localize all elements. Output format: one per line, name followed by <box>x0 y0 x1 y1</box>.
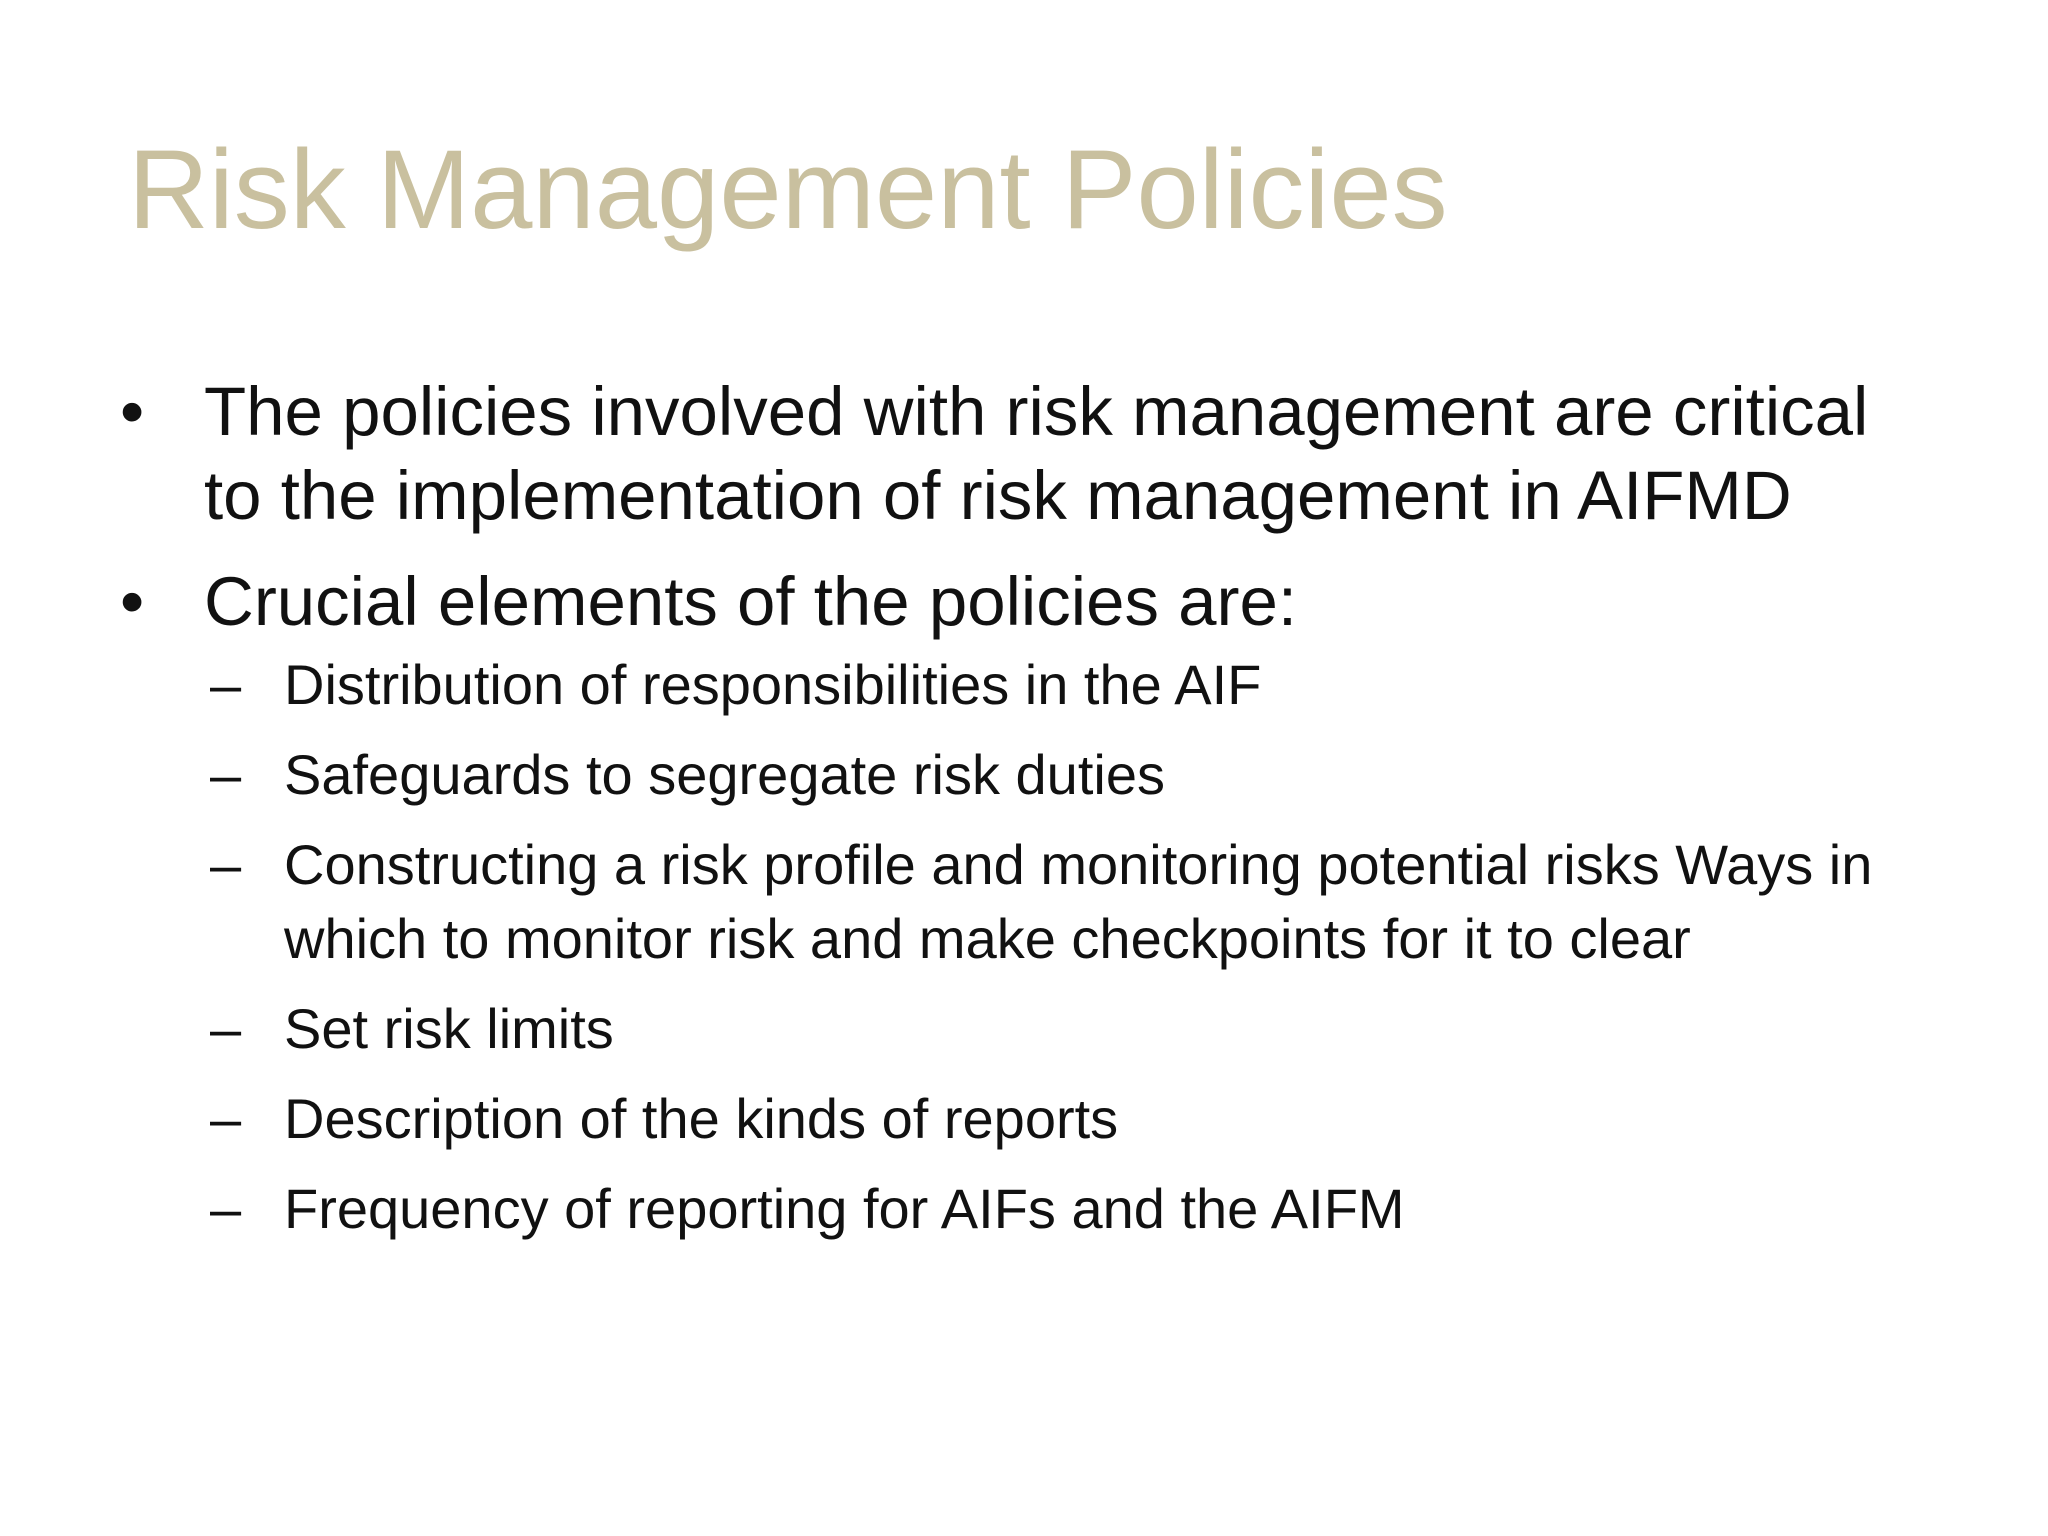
bullet-item-1 <box>120 370 1940 538</box>
sub-bullet-text: Frequency of reporting for AIFs and the AIFM <box>284 1177 1405 1240</box>
bullet-text: Crucial elements of the policies are: <box>204 563 1298 640</box>
sub-bullet-item-2 <box>212 738 1940 812</box>
sub-bullet-text: Safeguards to segregate risk duties <box>284 743 1165 806</box>
sub-bullet-text: Distribution of responsibilities in the AIF <box>284 653 1262 716</box>
dash-marker: – <box>210 1087 242 1150</box>
bullet-marker: • <box>120 563 145 640</box>
bullet-item-2 <box>120 560 1940 1246</box>
sub-bullet-item-5 <box>212 1082 1940 1156</box>
sub-bullet-item-6 <box>212 1172 1940 1246</box>
dash-marker: – <box>210 653 242 716</box>
sub-bullet-item-3 <box>212 828 1940 976</box>
dash-marker: – <box>210 997 242 1060</box>
sub-bullet-item-1 <box>212 648 1940 722</box>
sub-bullet-text: Constructing a risk profile and monitoring potential risks Ways in which to monitor risk and make checkpoints for it to clear <box>284 833 1873 970</box>
sub-bullet-item-4 <box>212 992 1940 1066</box>
sub-bullet-text: Description of the kinds of reports <box>284 1087 1119 1150</box>
dash-marker: – <box>210 743 242 806</box>
sub-bullet-list <box>204 648 1940 1246</box>
bullet-list <box>120 370 1940 1268</box>
dash-marker: – <box>210 1177 242 1240</box>
bullet-text: The policies involved with risk management are critical to the implementation of risk management in AIFMD <box>204 373 1869 534</box>
slide-title: Risk Management Policies <box>128 127 1448 252</box>
sub-bullet-text: Set risk limits <box>284 997 614 1060</box>
bullet-marker: • <box>120 373 145 450</box>
dash-marker: – <box>210 833 242 896</box>
